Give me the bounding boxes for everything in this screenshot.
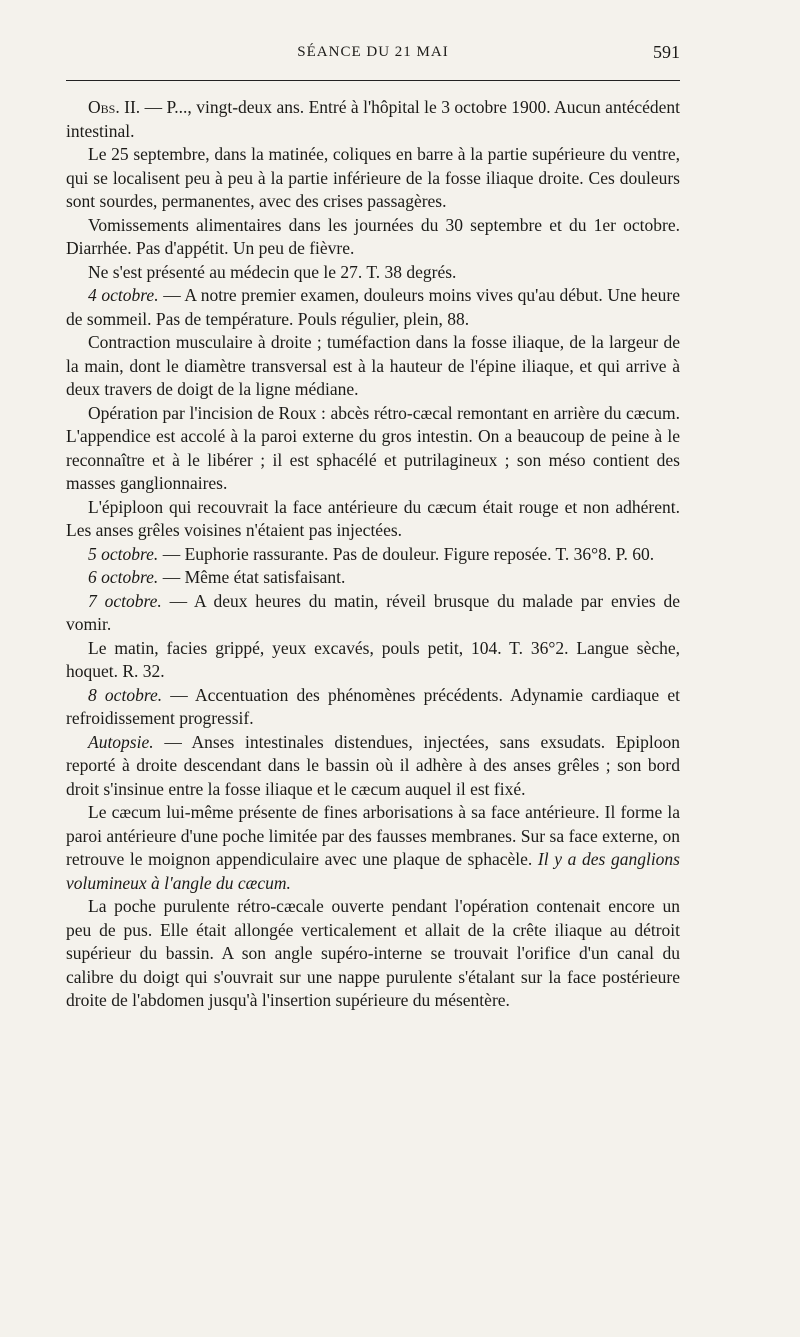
date-label: 6 octobre.	[88, 567, 159, 587]
paragraph-oct-4	[66, 284, 680, 331]
paragraph-operation: Opération par l'incision de Roux : abcès rétro-cæcal remontant en arrière du cæcum. L'appendice est accolé à la paroi externe du gros intestin. On a beaucoup de peine à le reconnaître et à le libérer ; il est sphacélé et putrilagineux ; son méso contient des masses ganglionnaires.	[66, 402, 680, 493]
paragraph-contraction: Contraction musculaire à droite ; tuméfaction dans la fosse iliaque, de la largeur de la main, dont le diamètre transversal est à la hauteur de l'épine iliaque, et qui arrive à deux travers de doigt de la ligne médiane.	[66, 332, 680, 399]
paragraph-text: — Euphorie rassurante. Pas de douleur. Figure reposée. T. 36°8. P. 60.	[158, 543, 655, 564]
date-label: 5 octobre.	[88, 543, 159, 564]
paragraph-first-visit: Ne s'est présenté au médecin que le 27. T. 38 degrés.	[88, 261, 457, 282]
paragraph-history: Le 25 septembre, dans la matinée, coliques en barre à la partie supérieure du ventre, qui se localisent peu à peu à la partie inférieure de la fosse iliaque droite. Ces douleurs sont sourdes, permanentes, avec des crises passagères.	[66, 144, 680, 211]
body-text	[66, 96, 680, 1013]
autopsy-label: Autopsie.	[88, 731, 154, 752]
paragraph-text: Le cæcum lui-même présente de fines arborisations à sa face antérieure. Il forme la paroi antérieure d'une poche limitée par des fausses membranes. Sur sa face externe, on retrouve le moignon appendiculaire avec une plaque de sphacèle.	[66, 802, 680, 869]
paragraph-oct-5	[66, 543, 680, 567]
paragraph-caecum	[66, 801, 680, 895]
paragraph-observation	[66, 96, 680, 143]
paragraph-oct-7	[66, 590, 680, 637]
running-head	[66, 42, 680, 72]
date-label: 8 octobre.	[88, 684, 163, 705]
date-label: 7 octobre.	[88, 590, 162, 611]
paragraph-morning: Le matin, facies grippé, yeux excavés, pouls petit, 104. T. 36°2. Langue sèche, hoquet. R. 32.	[66, 637, 680, 681]
observation-label: Obs. II.	[88, 97, 141, 117]
header-rule	[66, 80, 680, 81]
paragraph-purulent-pocket: La poche purulente rétro-cæcale ouverte pendant l'opération contenait encore un peu de pus. Elle était allongée verticalement et allait de la crête iliaque au détroit supérieur du bassin. A son angle supéro-interne se trouvait l'orifice d'un canal du calibre du doigt qui s'ouvrait sur une nappe purulente s'étalant sur la face postérieure droite de l'abdomen jusqu'à l'insertion supérieure du mésentère.	[66, 896, 680, 1010]
running-title: SÉANCE DU 21 MAI	[297, 44, 449, 60]
date-label: 4 octobre.	[88, 285, 159, 305]
paragraph-autopsy	[66, 731, 680, 802]
paragraph-text: — Même état satisfaisant.	[158, 567, 346, 587]
paragraph-oct-6	[66, 566, 680, 590]
page-number: 591	[653, 42, 680, 62]
paragraph-oct-8	[66, 684, 680, 731]
paragraph-vomiting: Vomissements alimentaires dans les journées du 30 septembre et du 1er octobre. Diarrhée. Pas d'appétit. Un peu de fièvre.	[66, 214, 680, 258]
paragraph-text: — Anses intestinales distendues, injectées, sans exsudats. Epiploon reporté à droite descendant dans le bassin où il adhère à des anses grêles ; son bord droit s'insinue entre la fosse iliaque et le cæcum auquel il est fixé.	[66, 731, 680, 799]
paragraph-text: — A deux heures du matin, réveil brusque du malade par envies de vomir.	[66, 590, 680, 634]
italic-remark: Il y a des ganglions volumineux à l'angle du cæcum.	[66, 849, 680, 893]
paragraph-text: — A notre premier examen, douleurs moins vives qu'au début. Une heure de sommeil. Pas de température. Pouls régulier, plein, 88.	[66, 285, 680, 329]
paragraph-epiploon: L'épiploon qui recouvrait la face antérieure du cæcum était rouge et non adhérent. Les anses grêles voisines n'étaient pas injectées.	[66, 496, 680, 540]
observation-text: — P..., vingt-deux ans. Entré à l'hôpital le 3 octobre 1900. Aucun antécédent intestinal.	[66, 97, 680, 141]
paragraph-text: — Accentuation des phénomènes précédents. Adynamie cardiaque et refroidissement progressif.	[66, 684, 680, 728]
